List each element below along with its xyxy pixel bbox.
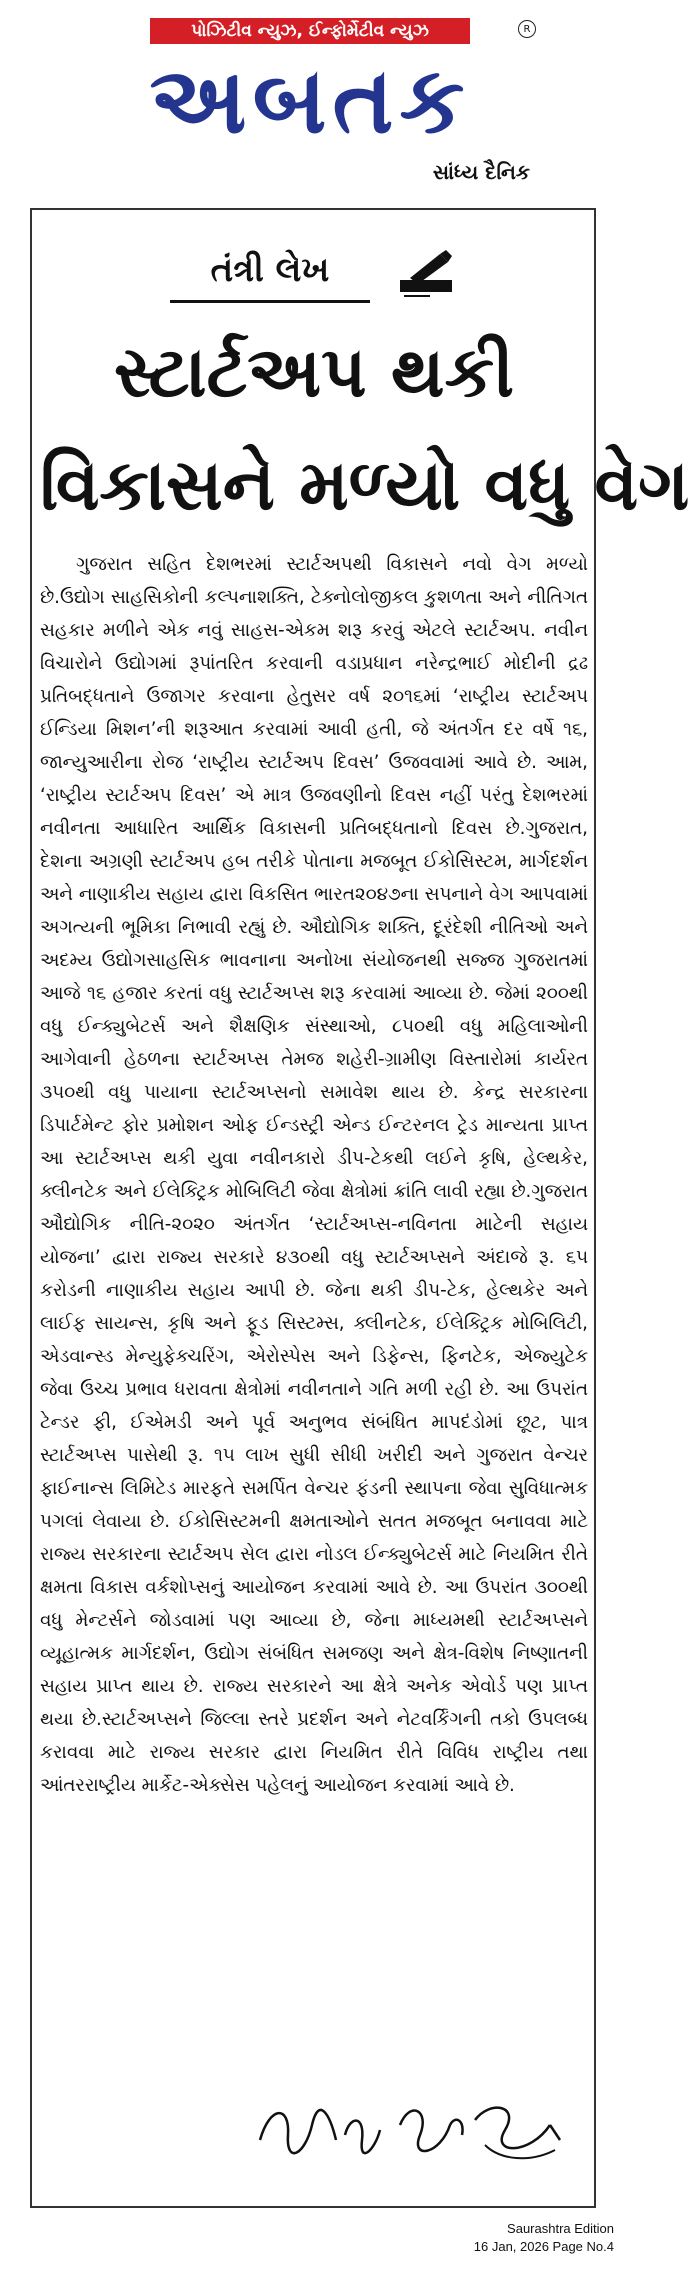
- handwritten-signature-icon: [250, 2085, 570, 2175]
- edition-date-page: 16 Jan, 2026 Page No.4: [473, 2239, 614, 2254]
- section-label: તંત્રી લેખ: [210, 250, 330, 290]
- article-body: ગુજરાત સહિત દેશભરમાં સ્ટાર્ટઅપથી વિકાસને નવો વેગ મળ્યો છે.ઉદ્યોગ સાહસિકોની કલ્પનાશક્તિ, ટેક્નોલોજીકલ કુશળતા અને નીતિગત સહકાર મળીને એક નવું સાહસ-એકમ શરૂ કરવું એટલે સ્ટાર્ટઅપ. નવીન વિચારોને ઉદ્યોગમાં રૂપાંતરિત કરવાની વડાપ્રધાન નરેન્દ્રભાઈ મોદીની દ્રઢ પ્રતિબદ્ધતાને ઉજાગર કરવાના હેતુસર વર્ષ ૨૦૧૬માં ‘રાષ્ટ્રીય સ્ટાર્ટઅપ ઈન્ડિયા મિશન’ની શરૂઆત કરવામાં આવી હતી, જે અંતર્ગત દર વર્ષે ૧૬, જાન્યુઆરીના રોજ ‘રાષ્ટ્રીય સ્ટાર્ટઅપ દિવસ’ ઉજવવામાં આવે છે. આમ, ‘રાષ્ટ્રીય સ્ટાર્ટઅપ દિવસ’ એ માત્ર ઉજવણીનો દિવસ નહીં પરંતુ દેશભરમાં નવીનતા આધારિત આર્થિક વિકાસની પ્રતિબદ્ધતાનો દિવસ છે.ગુજરાત, દેશના અગ્રણી સ્ટાર્ટઅપ હબ તરીકે પોતાના મજબૂત ઈકોસિસ્ટમ, માર્ગદર્શન અને નાણાકીય સહાય દ્વારા વિકસિત ભારત૨૦૪૭ના સપનાને વેગ આપવામાં અગત્યની ભૂમિકા નિભાવી રહ્યું છે. ઔદ્યોગિક શક્તિ, દૂરંદેશી નીતિઓ અને અદમ્ય ઉદ્યોગસાહસિક ભાવનાના અનોખા સંયોજનથી સજ્જ ગુજરાતમાં આજે ૧૬ હજાર કરતાં વધુ સ્ટાર્ટઅપ્સ શરૂ કરવામાં આવ્યા છે. જેમાં ૨૦૦થી વધુ ઈન્ક્યુબેટર્સ અને શૈક્ષણિક સંસ્થાઓ, ૮૫૦થી વધુ મહિલાઓની આગેવાની હેઠળના સ્ટાર્ટઅપ્સ તેમજ શહેરી-ગ્રામીણ વિસ્તારોમાં કાર્યરત ૩૫૦થી વધુ પાયાના સ્ટાર્ટઅપ્સનો સમાવેશ થાય છે. કેન્દ્ર સરકારના ડિપાર્ટમેન્ટ ફોર પ્રમોશન ઓફ ઈન્ડસ્ટ્રી એન્ડ ઈન્ટરનલ ટ્રેડ માન્યતા પ્રાપ્ત આ સ્ટાર્ટઅપ્સ થકી યુવા નવીનકારો ડીપ-ટેકથી લઈને કૃષિ, હેલ્થકેર, ક્લીનટેક અને ઈલેક્ટ્રિક મોબિલિટી જેવા ક્ષેત્રોમાં ક્રાંતિ લાવી રહ્યા છે.ગુજરાત ઔદ્યોગિક નીતિ-૨૦૨૦ અંતર્ગત ‘સ્ટાર્ટઅપ્સ-નવિનતા માટેની સહાય યોજના’ દ્વારા રાજ્ય સરકારે ૪૩૦થી વધુ સ્ટાર્ટઅપ્સને અંદાજે રૂ. ૬૫ કરોડની નાણાકીય સહાય આપી છે. જેના થકી ડીપ-ટેક, હેલ્થકેર અને લાઈફ સાયન્સ, કૃષિ અને ફૂડ સિસ્ટમ્સ, ક્લીનટેક, ઈલેક્ટ્રિક મોબિલિટી, એડવાન્સ્ડ મેન્યુફેક્ચરિંગ, એરોસ્પેસ અને ડિફેન્સ, ફિનટેક, એજ્યુટેક જેવા ઉચ્ચ પ્રભાવ ધરાવતા ક્ષેત્રોમાં નવીનતાને ગતિ મળી રહી છે. આ ઉપરાંત ટેન્ડર ફી, ઈએમડી અને પૂર્વ અનુભવ સંબંધિત માપદંડોમાં છૂટ, પાત્ર સ્ટાર્ટઅપ્સ પાસેથી રૂ. ૧૫ લાખ સુધી સીધી ખરીદી અને ગુજરાત વેન્ચર ફાઈનાન્સ લિમિટેડ મારફતે સમર્પિત વેન્ચર ફંડની સ્થાપના જેવા સુવિધાત્મક પગલાં લેવાયા છે. ઈકોસિસ્ટમની ક્ષમતાઓને સતત મજબૂત બનાવવા માટે રાજ્ય સરકારના સ્ટાર્ટઅપ સેલ દ્વારા નોડલ ઈન્ક્યુબેટર્સ માટે નિયમિત રીતે ક્ષમતા વિકાસ વર્કશોપ્સનું આયોજન કરવામાં આવે છે. આ ઉપરાંત ૩૦૦થી વધુ મેન્ટર્સને જોડવામાં પણ આવ્યા છે, જેના માધ્યમથી સ્ટાર્ટઅપ્સને વ્યૂહાત્મક માર્ગદર્શન, ઉદ્યોગ સંબંધિત સમજણ અને ક્ષેત્ર-વિશેષ નિષ્ણાતની સહાય પ્રાપ્ત થાય છે. રાજ્ય સરકારને આ ક્ષેત્રે અનેક એવોર્ડ પણ પ્રાપ્ત થયા છે.સ્ટાર્ટઅપ્સને જિલ્લા સ્તરે પ્રદર્શન અને નેટવર્કિંગની તકો ઉપલબ્ધ કરાવવા માટે રાજ્ય સરકાર દ્વારા નિયમિત રીતે વિવિધ રાષ્ટ્રીય તથા આંતરરાષ્ટ્રીય માર્કેટ-એક્સેસ પહેલનું આયોજન કરવામાં આવે છે.: [40, 554, 588, 1796]
- newspaper-logo: અબતક: [149, 47, 471, 154]
- masthead-subtitle: સાંધ્ય દૈનિક: [432, 160, 530, 184]
- pen-writing-icon: [400, 250, 460, 300]
- headline-line-1: સ્ટાર્ટઅપ થકી: [113, 331, 515, 413]
- edition-info: [414, 2220, 614, 2260]
- masthead-tagline: પોઝિટીવ ન્યુઝ, ઈન્ફોર્મેટીવ ન્યુઝ: [150, 18, 470, 44]
- registered-mark-icon: R: [518, 20, 536, 38]
- masthead: [0, 0, 628, 200]
- headline-line-2: વિકાસને મળ્યો વધુ વેગ: [40, 444, 689, 526]
- edition-name: Saurashtra Edition: [507, 2221, 614, 2236]
- section-underline: [170, 300, 370, 303]
